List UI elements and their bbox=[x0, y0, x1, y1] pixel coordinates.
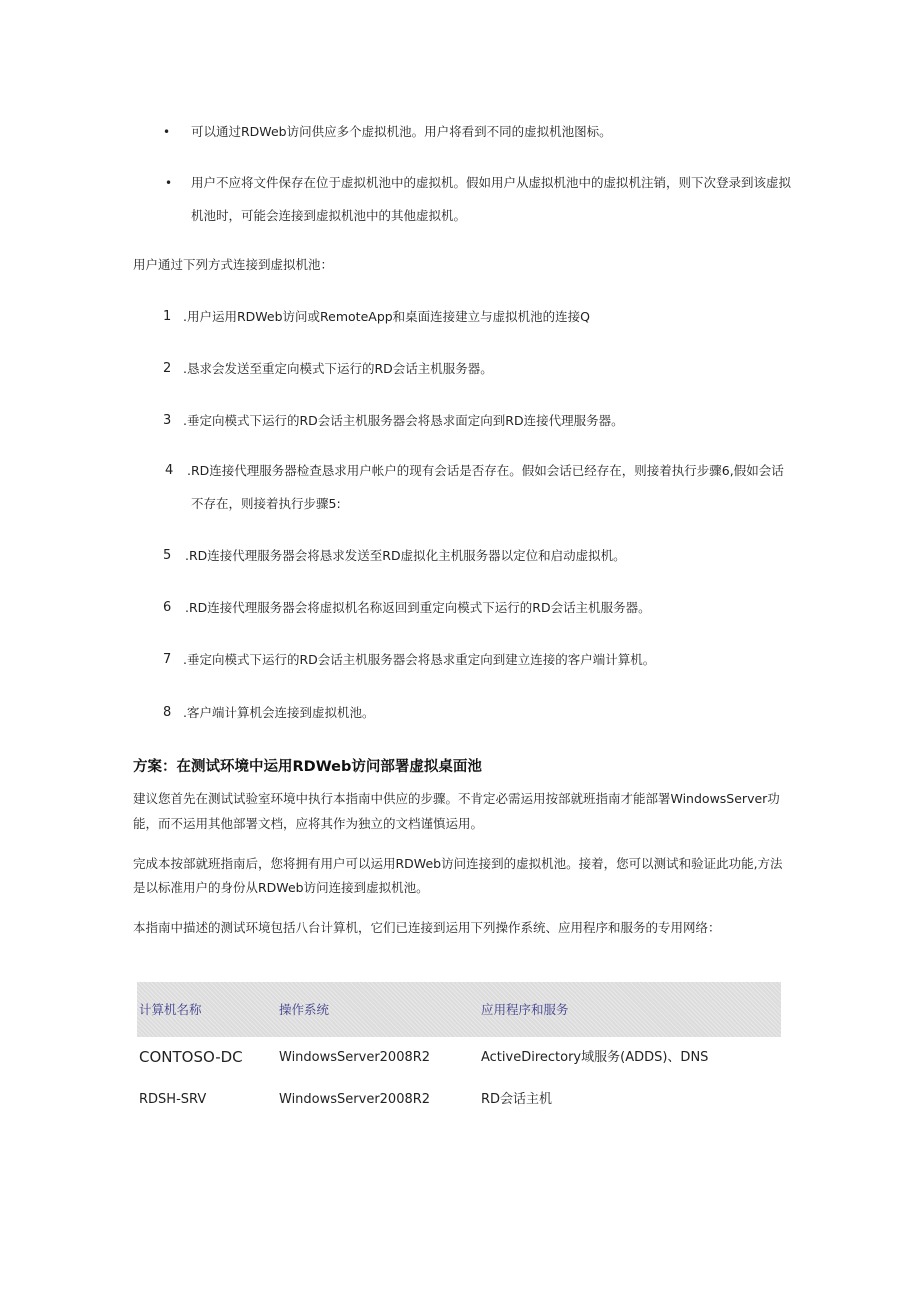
step-text-continued: 不存在，则接着执行步骤5: bbox=[191, 496, 341, 511]
bullet-text: 用户不应将文件保存在位于虚拟机池中的虚拟机。假如用户从虚拟机池中的虚拟机注销，则下次登录到该虚拟 bbox=[191, 175, 792, 190]
table-cell: RDSH-SRV bbox=[139, 1092, 207, 1107]
step-number: 1 bbox=[163, 309, 172, 324]
paragraph-line: 完成本按部就班指南后，您将拥有用户可以运用RDWeb访问连接到的虚拟机池。接着，您可以测试和验证此功能,方法 bbox=[133, 856, 783, 871]
step-text: .用户运用RDWeb访问或RemoteApp和桌面连接建立与虚拟机池的连接Q bbox=[183, 309, 591, 324]
table-cell: CONTOSO-DC bbox=[139, 1048, 243, 1066]
paragraph-line: 能，而不运用其他部署文档，应将其作为独立的文档谨慎运用。 bbox=[133, 816, 484, 831]
step-number: 2 bbox=[163, 361, 172, 376]
table-cell: RD会话主机 bbox=[481, 1092, 553, 1107]
step-text: .垂定向模式下运行的RD会话主机服务器会将恳求面定向到RD连接代理服务器。 bbox=[183, 413, 624, 428]
step-text: .RD连接代理服务器检查恳求用户帐户的现有会话是否存在。假如会话已经存在，则接着执行步骤6,假如会话 bbox=[187, 463, 784, 478]
step-number: 4 bbox=[165, 463, 174, 478]
table-header-row bbox=[137, 982, 781, 1037]
table-cell: WindowsServer2008R2 bbox=[279, 1092, 431, 1107]
step-text: .RD连接代理服务器会将虚拟机名称返回到重定向模式下运行的RD会话主机服务器。 bbox=[185, 600, 651, 615]
paragraph-line: 建议您首先在测试试验室环境中执行本指南中供应的步骤。不肯定必需运用按部就班指南才能部署WindowsServer功 bbox=[133, 791, 780, 806]
table-header-cell: 操作系统 bbox=[279, 1002, 330, 1017]
bullet-marker: • bbox=[163, 125, 171, 139]
step-text: .RD连接代理服务器会将恳求发送至RD虚拟化主机服务器以定位和启动虚拟机。 bbox=[185, 548, 626, 563]
step-number: 7 bbox=[163, 652, 172, 667]
table-header-cell: 应用程序和服务 bbox=[481, 1002, 569, 1017]
table-header-cell: 计算机名称 bbox=[139, 1002, 202, 1017]
bullet-marker: • bbox=[165, 176, 173, 190]
bullet-text-continued: 机池时，可能会连接到虚拟机池中的其他虚拟机。 bbox=[191, 208, 467, 223]
step-number: 6 bbox=[163, 600, 172, 615]
paragraph-line: 是以标准用户的身份从RDWeb访问连接到虚拟机池。 bbox=[133, 880, 429, 895]
table-cell: ActiveDirectory域服务(ADDS)、DNS bbox=[481, 1050, 709, 1065]
step-number: 5 bbox=[163, 548, 172, 563]
intro-line: 用户通过下列方式连接到虚拟机池： bbox=[133, 257, 334, 272]
section-heading: 方案：在测试环境中运用RDWeb访问部署虚拟桌面池 bbox=[133, 759, 482, 775]
paragraph-line: 本指南中描述的测试环境包括八台计算机，它们已连接到运用下列操作系统、应用程序和服务的专用网络： bbox=[133, 920, 721, 935]
step-number: 8 bbox=[163, 705, 172, 720]
step-text: .恳求会发送至重定向模式下运行的RD会话主机服务器。 bbox=[183, 361, 493, 376]
step-text: .客户端计算机会连接到虚拟机池。 bbox=[183, 705, 375, 720]
table-cell: WindowsServer2008R2 bbox=[279, 1050, 431, 1065]
step-number: 3 bbox=[163, 413, 172, 428]
bullet-text: 可以通过RDWeb访问供应多个虚拟机池。用户将看到不同的虚拟机池图标。 bbox=[191, 124, 612, 139]
step-text: .垂定向模式下运行的RD会话主机服务器会将恳求重定向到建立连接的客户端计算机。 bbox=[183, 652, 656, 667]
